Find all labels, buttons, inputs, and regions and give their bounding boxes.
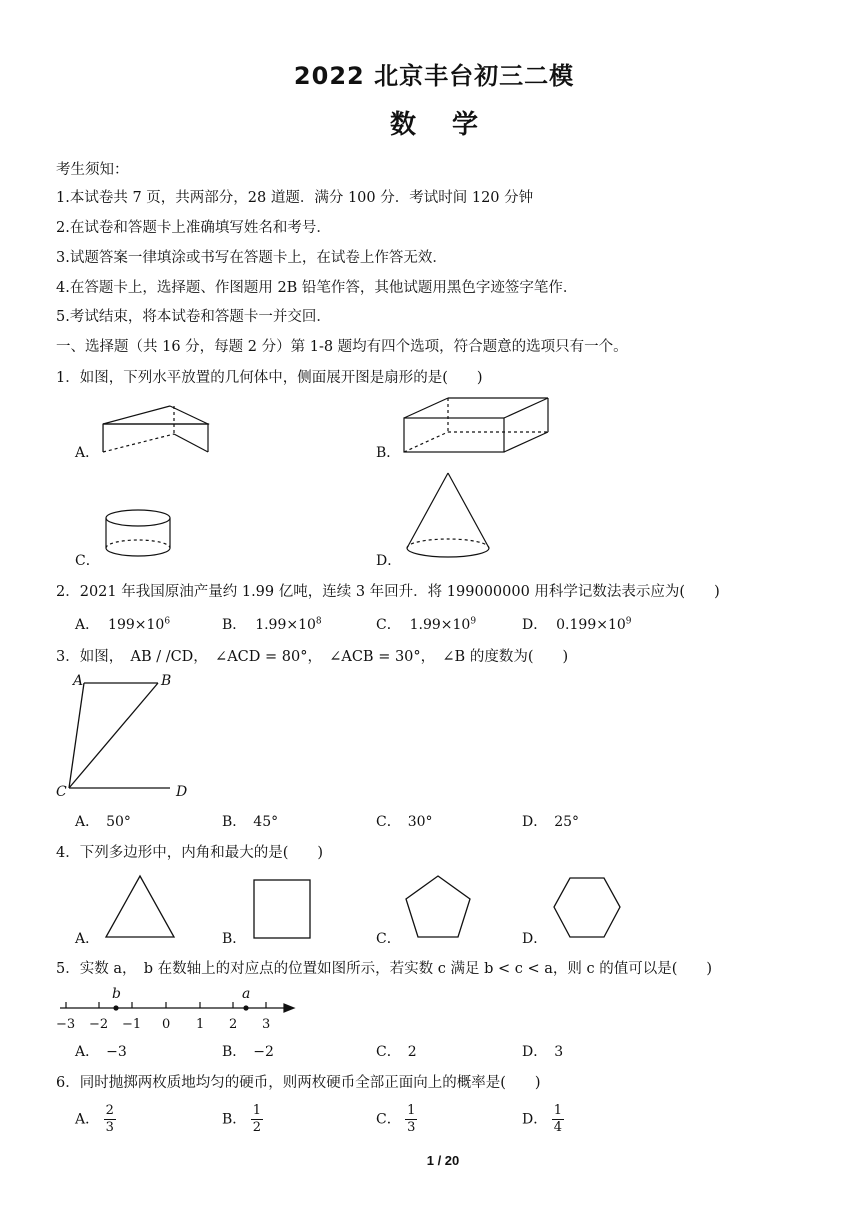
question-4-stem: 4．下列多边形中，内角和最大的是( ) [56,845,324,861]
section-heading: 一、选择题（共 16 分，每题 2 分）第 1-8 题均有四个选项，符合题意的选项只有一个。 [56,339,628,355]
tick-label: 0 [162,1017,171,1032]
point-label-d: D [176,784,188,800]
question-5-stem: 5．实数 a， b 在数轴上的对应点的位置如图所示，若实数 c 满足 b < c < a，则 c 的值可以是( ) [56,961,713,977]
pentagon-figure [404,874,472,940]
triangle-figure [104,874,176,940]
q3-option-d: D． 25° [522,814,580,830]
q5-option-d: D． 3 [522,1044,564,1060]
hexagon-figure [552,876,622,940]
q1-option-c-label: C． [75,553,100,569]
notice-item: 3.试题答案一律填涂或书写在答题卡上，在试卷上作答无效． [56,250,447,266]
tick-label: −3 [56,1017,76,1032]
q5-option-c: C． 2 [376,1044,417,1060]
q6-option-a: A． $\frac{2}{3}$ [75,1103,114,1135]
notice-heading: 考生须知： [56,162,129,178]
notice-item: 1.本试卷共 7 页，共两部分，28 道题．满分 100 分．考试时间 120 分钟 [56,190,534,206]
q6-option-c: C． $\frac{1}{3}$ [376,1103,416,1135]
number-line-label-a: a [242,986,251,1002]
q2-option-a: A． $199\times 10^6$ [75,616,171,633]
page-number: 1 / 20 [426,1153,460,1168]
q4-option-d-label: D． [522,931,548,947]
point-b-dot [113,1005,118,1010]
q2-option-d: D． $0.199\times 10^9$ [522,616,632,633]
q1-option-d-label: D． [376,553,402,569]
number-line-label-b: b [112,986,121,1002]
page-title: 2022 北京丰台初三二模 [293,62,575,90]
q3-option-a: A． 50° [75,814,131,830]
number-line [58,996,298,1016]
notice-item: 2.在试卷和答题卡上准确填写姓名和考号． [56,220,331,236]
q6-option-d: D． $\frac{1}{4}$ [522,1103,562,1135]
square-figure [252,878,312,940]
triangular-prism-figure [100,402,212,454]
tick-label: 2 [229,1017,238,1032]
point-a-dot [243,1005,248,1010]
cylinder-figure [104,508,174,560]
q3-option-c: C． 30° [376,814,433,830]
question-3-stem: 3．如图， AB / /CD， ∠ACD = 80°， ∠ACB = 30°， ∠B 的度数为( ) [56,649,569,665]
q2-option-b: B． $1.99\times 10^8$ [222,616,322,633]
notice-item: 4.在答题卡上，选择题、作图题用 2B 铅笔作答，其他试题用黑色字迹签字笔作． [56,280,578,296]
point-label-c: C [56,784,67,800]
cone-figure [404,470,494,562]
notice-item: 5.考试结束，将本试卷和答题卡一并交回． [56,309,331,325]
question-1-stem: 1．如图，下列水平放置的几何体中，侧面展开图是扇形的是( ) [56,370,483,386]
tick-label: 1 [196,1017,205,1032]
q5-option-b: B． −2 [222,1044,274,1060]
q1-option-b-label: B． [376,445,401,461]
point-label-b: B [161,673,172,689]
q5-option-a: A． −3 [75,1044,127,1060]
tick-label: −1 [122,1017,142,1032]
q4-option-a-label: A． [75,931,100,947]
question-6-stem: 6．同时抛掷两枚质地均匀的硬币，则两枚硬币全部正面向上的概率是( ) [56,1075,541,1091]
q6-option-b: B． $\frac{1}{2}$ [222,1103,262,1135]
q1-option-a-label: A． [75,445,100,461]
tick-label: −2 [89,1017,109,1032]
q4-option-c-label: C． [376,931,401,947]
question-2-stem: 2．2021 年我国原油产量约 1.99 亿吨，连续 3 年回升．将 199000000 用科学记数法表示应为( ) [56,584,720,600]
q3-option-b: B． 45° [222,814,279,830]
q2-option-c: C． $1.99\times 10^9$ [376,616,477,633]
tick-label: 3 [262,1017,271,1032]
q4-option-b-label: B． [222,931,247,947]
parallel-lines-figure [66,680,170,792]
point-label-a: A [73,673,84,689]
subject-title: 数学 [389,110,514,140]
cuboid-figure [402,396,552,456]
